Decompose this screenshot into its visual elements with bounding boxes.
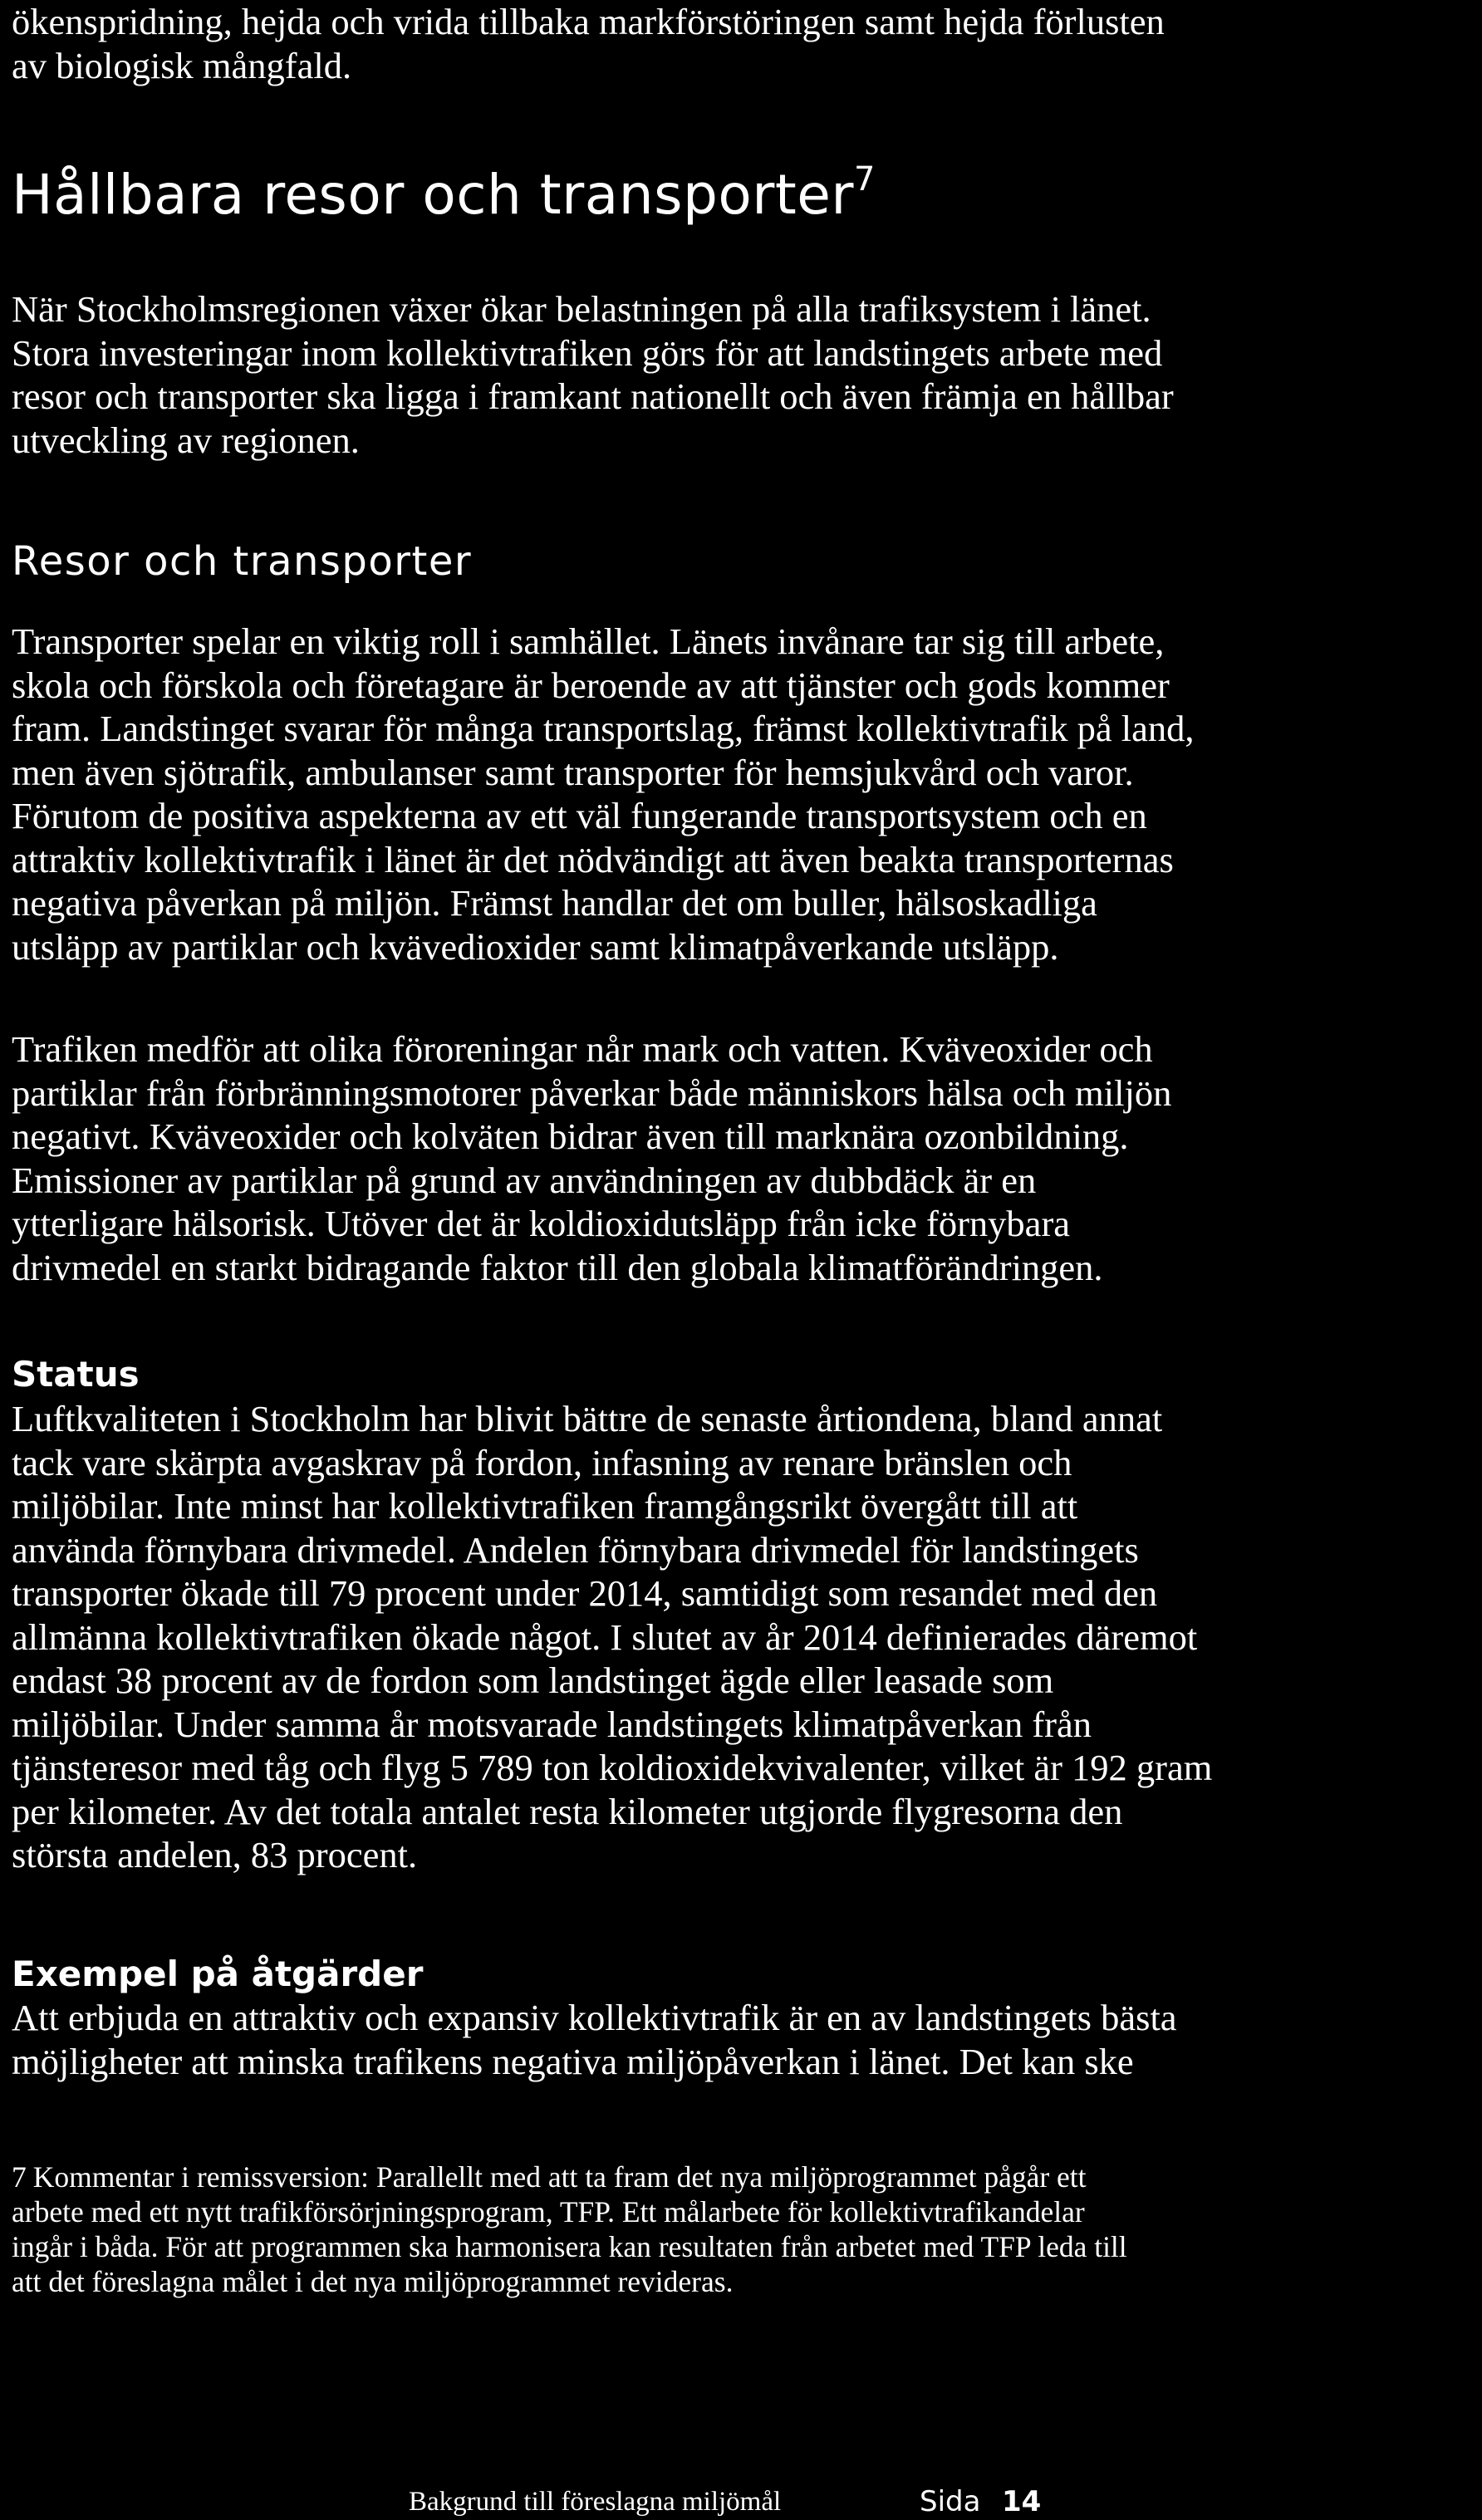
text-line: Emissioner av partiklar på grund av användningen av dubbdäck är en [12,1159,1037,1201]
intro-continuation-paragraph [12,0,1165,87]
status-paragraph [12,1397,1212,1877]
transport-paragraph-2 [12,1027,1171,1289]
text-line: största andelen, 83 procent. [12,1834,418,1875]
text-line: ökenspridning, hejda och vrida tillbaka markförstöringen samt hejda förlusten [12,1,1165,42]
text-line: fram. Landstinget svarar för många transportslag, främst kollektivtrafik på land, [12,708,1195,749]
text-line: resor och transporter ska ligga i framkant nationellt och även främja en hållbar [12,375,1174,417]
text-line: av biologisk mångfald. [12,44,352,86]
text-line: drivmedel en starkt bidragande faktor till den globala klimatförändringen. [12,1246,1103,1288]
text-line: möjligheter att minska trafikens negativa miljöpåverkan i länet. Det kan ske [12,2040,1134,2082]
page-number: 14 [1002,2485,1042,2518]
text-line: tjänsteresor med tåg och flyg 5 789 ton koldioxidekvivalenter, vilket är 192 gram [12,1747,1213,1788]
footnote-number: 7 [12,2160,27,2194]
text-line: miljöbilar. Under samma år motsvarade landstingets klimatpåverkan från [12,1703,1092,1745]
text-line: skola och förskola och företagare är beroende av att tjänster och gods kommer [12,664,1170,706]
text-line: använda förnybara drivmedel. Andelen förnybara drivmedel för landstingets [12,1528,1139,1571]
text-line: partiklar från förbränningsmotorer påverkar både människors hälsa och miljön [12,1071,1172,1114]
text-line: Transporter spelar en viktig roll i samhället. Länets invånare tar sig till arbete, [12,620,1165,662]
text-line: När Stockholmsregionen växer ökar belastningen på alla trafiksystem i länet. [12,288,1151,330]
section-title [12,162,876,228]
text-line: attraktiv kollektivtrafik i länet är det nödvändigt att även beakta transporternas [12,838,1174,880]
exempel-heading: Exempel på åtgärder [12,1954,424,1994]
text-line: allmänna kollektivtrafiken ökade något. I slutet av år 2014 definierades däremot [12,1615,1198,1658]
section-intro-paragraph [12,287,1174,462]
subsection-title: Resor och transporter [12,538,473,585]
text-line: tack vare skärpta avgaskrav på fordon, infasning av renare bränslen och [12,1441,1072,1483]
text-line: transporter ökade till 79 procent under 2014, samtidigt som resandet med den [12,1572,1158,1614]
text-line: endast 38 procent av de fordon som landstinget ägde eller leasade som [12,1660,1054,1701]
page-footer [12,2483,1474,2520]
text-line: att det föreslagna målet i det nya miljöprogrammet revideras. [12,2265,734,2298]
text-line: Stora investeringar inom kollektivtrafiken görs för att landstingets arbete med [12,331,1163,374]
text-line: Förutom de positiva aspekterna av ett väl fungerande transportsystem och en [12,795,1147,836]
footer-title: Bakgrund till föreslagna miljömål [409,2487,782,2517]
text-line: ytterligare hälsorisk. Utöver det är koldioxidutsläpp från icke förnybara [12,1203,1071,1244]
text-line: negativt. Kväveoxider och kolväten bidrar även till marknära ozonbildning. [12,1115,1129,1157]
text-line: men även sjötrafik, ambulanser samt transporter för hemsjukvård och varor. [12,751,1134,793]
status-heading: Status [12,1354,140,1395]
text-line: arbete med ett nytt trafikförsörjningsprogram, TFP. Ett målarbete för kollektivtrafikandelar [12,2195,1085,2228]
text-line: negativa påverkan på miljön. Främst handlar det om buller, hälsoskadliga [12,882,1097,924]
section-title-text: Hållbara resor och transporter [12,163,854,227]
text-line: ingår i båda. För att programmen ska harmonisera kan resultaten från arbetet med TFP leda till [12,2230,1127,2263]
exempel-paragraph [12,1996,1177,2083]
text-line: utsläpp av partiklar och kvävedioxider samt klimatpåverkande utsläpp. [12,925,1059,968]
transport-paragraph-1 [12,620,1195,968]
footnote [12,2160,1127,2299]
text-line: Luftkvaliteten i Stockholm har blivit bättre de senaste årtiondena, bland annat [12,1398,1163,1439]
page-label: Sida [920,2485,981,2518]
text-line: Att erbjuda en attraktiv och expansiv kollektivtrafik är en av landstingets bästa [12,1997,1177,2038]
text-line: Trafiken medför att olika föroreningar når mark och vatten. Kväveoxider och [12,1028,1153,1070]
text-line: per kilometer. Av det totala antalet resta kilometer utgjorde flygresorna den [12,1790,1123,1832]
text-line: Kommentar i remissversion: Parallellt med att ta fram det nya miljöprogrammet pågår ett [32,2160,1087,2194]
text-line: utveckling av regionen. [12,419,360,461]
footnote-ref: 7 [854,160,876,199]
text-line: miljöbilar. Inte minst har kollektivtrafiken framgångsrikt övergått till att [12,1485,1078,1527]
